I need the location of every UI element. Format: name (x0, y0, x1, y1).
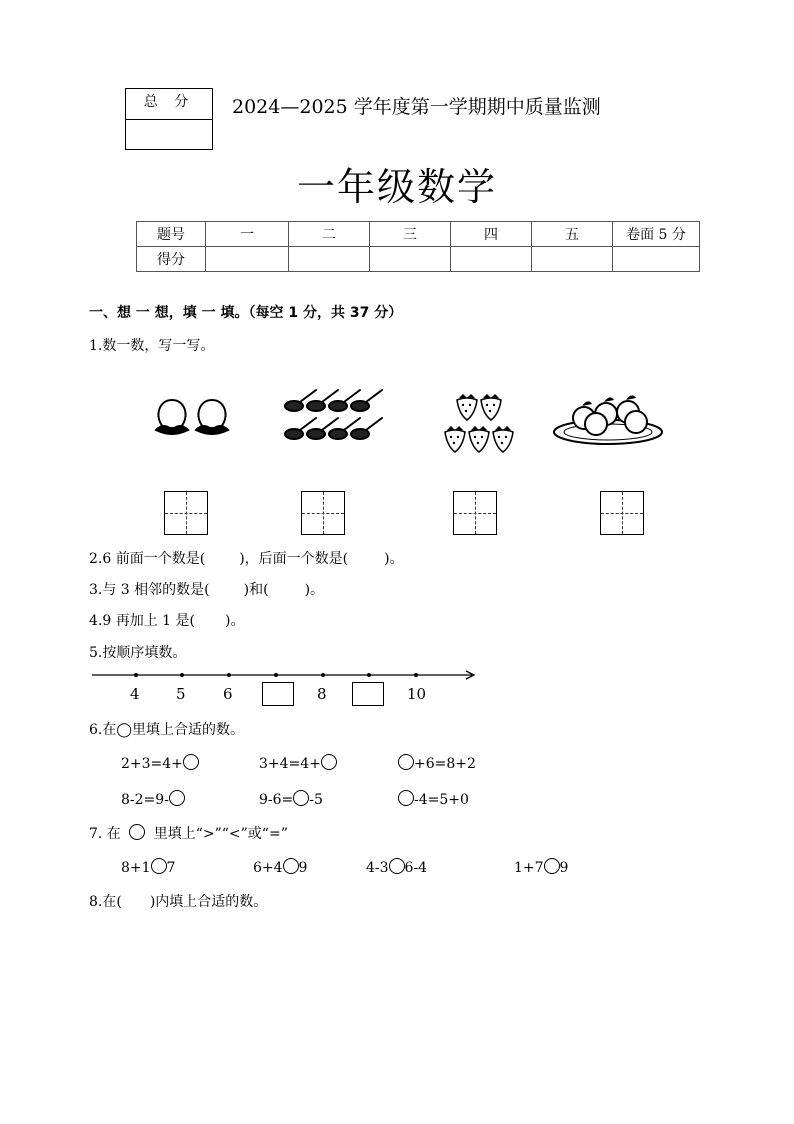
number-line-tick (321, 673, 325, 677)
strawberry-icon (481, 394, 501, 420)
total-score-label: 总 分 (126, 89, 212, 120)
score-table-header: 题号 (137, 222, 206, 247)
question-2-text: )，后面一个数是( (239, 551, 349, 567)
answer-circle[interactable] (293, 790, 309, 806)
number-line-tick (180, 673, 184, 677)
peach-image (150, 392, 240, 442)
strawberry-icon (445, 426, 465, 452)
answer-grid-box[interactable] (301, 491, 345, 535)
score-cell[interactable] (370, 247, 451, 272)
question-3-text: )。 (304, 582, 325, 598)
strawberry-icon (457, 394, 477, 420)
score-cell[interactable] (613, 247, 700, 272)
apple-icon (625, 411, 647, 433)
question-7-text: 7. 在 (89, 826, 121, 842)
question-3-text: )和( (243, 582, 269, 598)
score-table-header: 三 (370, 222, 451, 247)
strawberries-image (441, 390, 519, 458)
equation: 8-2=9- (121, 790, 185, 808)
number-line-label: 8 (317, 685, 327, 703)
equation: +6=8+2 (398, 754, 476, 772)
equation: -4=5+0 (398, 790, 469, 808)
apple-icon (585, 413, 607, 435)
question-2-text: 2.6 前面一个数是( (89, 551, 206, 567)
question-2-text: )。 (384, 551, 404, 567)
comparison: 1+7 9 (514, 860, 569, 876)
number-line-label: 5 (176, 685, 186, 703)
total-score-box (125, 88, 213, 150)
question-7 (89, 823, 288, 843)
question-4-text: 4.9 再加上 1 是( (89, 613, 195, 629)
answer-circle[interactable] (544, 858, 560, 874)
question-6: 6.在◯里填上合适的数。 (89, 722, 245, 738)
strawberry-icon (493, 426, 513, 452)
number-line-tick (414, 673, 418, 677)
answer-circle[interactable] (169, 790, 185, 806)
question-3 (89, 579, 324, 599)
comparison: 6+4 9 (253, 860, 308, 876)
answer-circle[interactable] (283, 858, 299, 874)
number-line-tick (367, 673, 371, 677)
number-line-tick (227, 673, 231, 677)
score-cell[interactable] (206, 247, 289, 272)
comparison: 8+1 7 (121, 860, 176, 876)
number-line-answer-box[interactable] (262, 682, 294, 706)
number-line-label: 10 (407, 685, 427, 703)
question-8-text: 8.在( (89, 894, 122, 910)
circle-icon (129, 824, 145, 840)
answer-circle[interactable] (389, 858, 405, 874)
apple-plate-image (552, 388, 664, 448)
answer-circle[interactable] (398, 790, 414, 806)
exam-subtitle: 2024—2025 学年度第一学期期中质量监测 (232, 96, 601, 118)
strawberry-icon (469, 426, 489, 452)
question-8-text: )内填上合适的数。 (149, 894, 268, 910)
question-1: 1.数一数，写一写。 (89, 338, 215, 354)
score-table-header: 二 (289, 222, 370, 247)
answer-circle[interactable] (151, 858, 167, 874)
score-row-label: 得分 (137, 247, 206, 272)
question-5: 5.按顺序填数。 (89, 645, 187, 661)
answer-grid-box[interactable] (600, 491, 644, 535)
comparison: 4-3 6-4 (366, 860, 428, 876)
score-cell[interactable] (289, 247, 370, 272)
answer-grid-box[interactable] (453, 491, 497, 535)
score-cell[interactable] (451, 247, 532, 272)
peach-icon (156, 400, 188, 434)
answer-grid-box[interactable] (164, 491, 208, 535)
score-table-header: 卷面 5 分 (613, 222, 700, 247)
score-table-header: 四 (451, 222, 532, 247)
question-3-text: 3.与 3 相邻的数是( (89, 582, 210, 598)
question-2 (89, 548, 404, 568)
answer-circle[interactable] (183, 754, 199, 770)
score-cell[interactable] (532, 247, 613, 272)
peach-icon (196, 400, 228, 434)
number-line-answer-box[interactable] (352, 682, 384, 706)
question-8 (89, 891, 267, 911)
page-title: 一年级数学 (296, 165, 497, 209)
question-4 (89, 610, 244, 630)
score-table (136, 221, 700, 272)
answer-circle[interactable] (321, 754, 337, 770)
section-heading: 一、想 一 想，填 一 填。（每空 1 分，共 37 分） (89, 305, 403, 321)
number-line-tick (134, 673, 138, 677)
score-table-header: 一 (206, 222, 289, 247)
equation: 3+4=4+ (259, 754, 337, 772)
answer-circle[interactable] (398, 754, 414, 770)
spoons-image (282, 384, 394, 446)
question-7-text: 里填上“>”“<”或“=” (153, 826, 288, 842)
number-line-tick (274, 673, 278, 677)
number-line-label: 4 (130, 685, 140, 703)
question-4-text: )。 (224, 613, 245, 629)
score-table-header: 五 (532, 222, 613, 247)
equation: 2+3=4+ (121, 754, 199, 772)
number-line-label: 6 (223, 685, 233, 703)
equation: 9-6= -5 (259, 792, 323, 808)
